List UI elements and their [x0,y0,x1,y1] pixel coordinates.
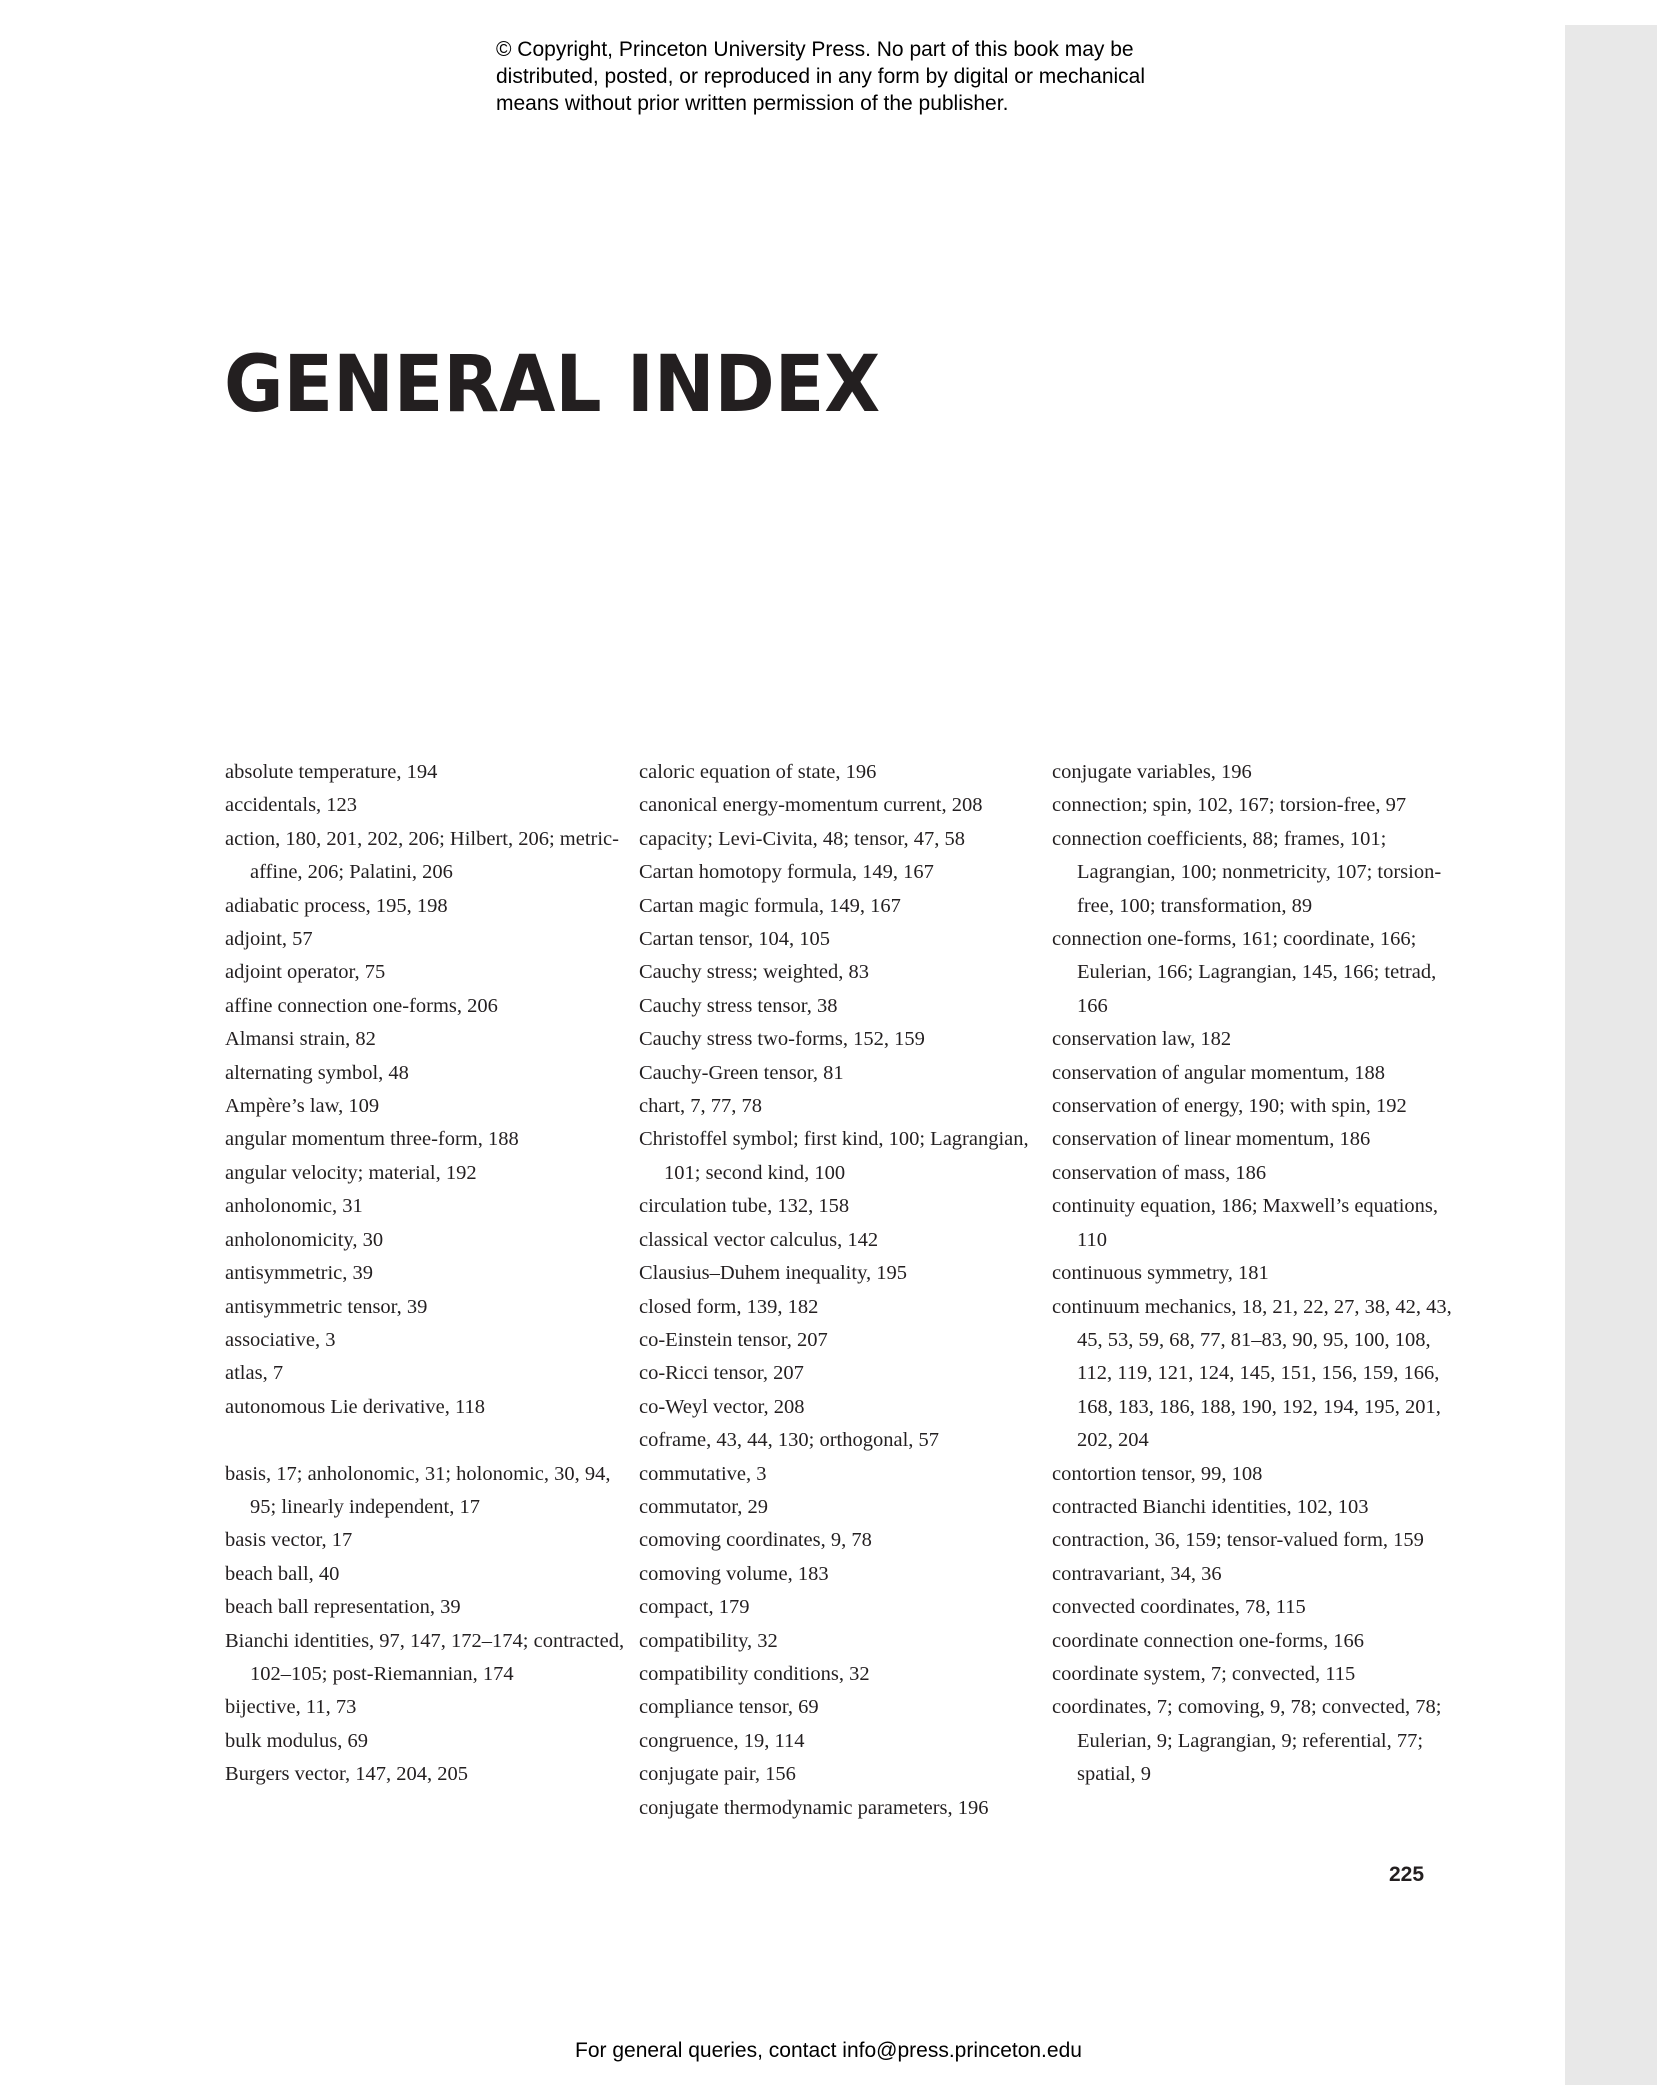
index-entry: canonical energy-momentum current, 208 [639,794,983,817]
copyright-line: means without prior written permission of the publisher. [496,92,1009,115]
index-entry: co-Ricci tensor, 207 [639,1362,804,1385]
index-entry: associative, 3 [225,1328,336,1351]
index-entry: Burgers vector, 147, 204, 205 [225,1763,469,1786]
index-entry: bijective, 11, 73 [225,1696,357,1719]
index-entry: compatibility conditions, 32 [639,1662,870,1685]
index-entry: circulation tube, 132, 158 [639,1195,850,1218]
index-entry: Cauchy-Green tensor, 81 [639,1061,844,1084]
index-entry: continuum mechanics, 18, 21, 22, 27, 38, 42, 43, 45, 53, 59, 68, 77, 81–83, 90, 95, 100, 108, 112, 119, 121, 124, 145, 151, 156, 159, 166, 168, 183, 186, 188, 190, 192, 194, 195, 201, 202, 204 [1052,1295,1452,1452]
index-entry: atlas, 7 [225,1362,284,1385]
index-entry: coframe, 43, 44, 130; orthogonal, 57 [639,1429,940,1452]
index-entry: Bianchi identities, 97, 147, 172–174; contracted, 102–105; post-Riemannian, 174 [225,1629,625,1685]
index-entry: basis vector, 17 [225,1529,353,1552]
index-entry: Clausius–Duhem inequality, 195 [639,1262,907,1285]
index-entry: alternating symbol, 48 [225,1061,409,1084]
index-entry: adiabatic process, 195, 198 [225,894,448,917]
index-entry: contracted Bianchi identities, 102, 103 [1052,1495,1369,1518]
copyright-notice [496,36,1256,117]
index-entry: capacity; Levi-Civita, 48; tensor, 47, 58 [639,827,965,850]
index-entry: compliance tensor, 69 [639,1696,819,1719]
index-entry: chart, 7, 77, 78 [639,1095,762,1118]
index-entry: coordinates, 7; comoving, 9, 78; convected, 78; Eulerian, 9; Lagrangian, 9; referential, 77; spatial, 9 [1052,1696,1442,1786]
index-entry: co-Weyl vector, 208 [639,1395,805,1418]
index-entry: continuous symmetry, 181 [1052,1262,1269,1285]
index-entry: convected coordinates, 78, 115 [1052,1596,1306,1619]
index-entry: continuity equation, 186; Maxwell’s equations, 110 [1052,1195,1439,1251]
index-entry: coordinate system, 7; convected, 115 [1052,1662,1356,1685]
index-entry: commutative, 3 [639,1462,767,1485]
index-entry: commutator, 29 [639,1495,768,1518]
index-entry: bulk modulus, 69 [225,1729,368,1752]
index-entry: beach ball representation, 39 [225,1596,461,1619]
index-entry: conjugate variables, 196 [1052,761,1252,783]
index-entry: Christoffel symbol; first kind, 100; Lagrangian, 101; second kind, 100 [639,1128,1029,1184]
index-entry: adjoint operator, 75 [225,961,386,984]
index-entry: angular momentum three-form, 188 [225,1128,519,1151]
index-entry: coordinate connection one-forms, 166 [1052,1629,1364,1652]
index-entry: anholonomicity, 30 [225,1228,384,1251]
index-entry: Cauchy stress; weighted, 83 [639,961,870,984]
index-entry: congruence, 19, 114 [639,1729,805,1752]
index-entry: contraction, 36, 159; tensor-valued form, 159 [1052,1529,1424,1552]
footer-contact: For general queries, contact info@press.princeton.edu [575,2039,1082,2062]
index-entry: conjugate thermodynamic parameters, 196 [639,1796,989,1819]
index-entry: conservation of angular momentum, 188 [1052,1061,1386,1084]
index-entry: antisymmetric tensor, 39 [225,1295,428,1318]
index-entry: connection coefficients, 88; frames, 101; Lagrangian, 100; nonmetricity, 107; torsion-free, 100; transformation, 89 [1052,827,1442,917]
index-entry: beach ball, 40 [225,1562,340,1585]
index-entry: contravariant, 34, 36 [1052,1562,1222,1585]
index-entry: connection one-forms, 161; coordinate, 166; Eulerian, 166; Lagrangian, 145, 166; tetrad, 166 [1052,928,1437,1017]
index-entry: compact, 179 [639,1596,750,1619]
index-entry: conjugate pair, 156 [639,1763,796,1786]
index-entry: autonomous Lie derivative, 118 [225,1395,485,1418]
index-entry: compatibility, 32 [639,1629,778,1652]
index-column-2 [639,756,1039,1825]
index-entry: affine connection one-forms, 206 [225,994,498,1017]
index-entry: Cauchy stress tensor, 38 [639,994,838,1017]
copyright-line: distributed, posted, or reproduced in any form by digital or mechanical [496,65,1146,88]
index-entry: conservation law, 182 [1052,1028,1232,1051]
index-entry: Cartan tensor, 104, 105 [639,928,831,951]
index-entry: accidentals, 123 [225,794,358,817]
index-entry: action, 180, 201, 202, 206; Hilbert, 206; metric-affine, 206; Palatini, 206 [225,827,619,884]
copyright-line: © Copyright, Princeton University Press. No part of this book may be [496,38,1134,61]
index-entry: co-Einstein tensor, 207 [639,1328,828,1351]
index-column-1 [225,756,625,1792]
index-entry: contortion tensor, 99, 108 [1052,1462,1263,1485]
index-entry: closed form, 139, 182 [639,1295,819,1318]
index-entry: connection; spin, 102, 167; torsion-free, 97 [1052,794,1407,817]
index-entry: Cauchy stress two-forms, 152, 159 [639,1028,925,1051]
index-entry: basis, 17; anholonomic, 31; holonomic, 30, 94, 95; linearly independent, 17 [225,1462,611,1518]
index-entry: conservation of energy, 190; with spin, 192 [1052,1095,1407,1118]
index-entry: Cartan magic formula, 149, 167 [639,894,901,917]
index-entry: classical vector calculus, 142 [639,1228,879,1251]
index-entry: conservation of linear momentum, 186 [1052,1128,1371,1151]
index-entry: Almansi strain, 82 [225,1028,376,1051]
index-entry: Cartan homotopy formula, 149, 167 [639,861,934,884]
index-entry: angular velocity; material, 192 [225,1161,477,1184]
side-margin-strip [1565,25,1657,2085]
index-entry: adjoint, 57 [225,928,313,951]
index-entry: Ampère’s law, 109 [225,1095,380,1118]
page-number: 225 [1389,1863,1425,1886]
index-entry: anholonomic, 31 [225,1195,363,1218]
index-entry: absolute temperature, 194 [225,761,438,783]
index-entry: antisymmetric, 39 [225,1262,374,1285]
page-title: GENERAL INDEX [224,340,881,430]
index-entry: caloric equation of state, 196 [639,761,877,783]
index-entry: comoving coordinates, 9, 78 [639,1529,872,1552]
index-entry: comoving volume, 183 [639,1562,829,1585]
index-column-3 [1052,756,1452,1792]
index-entry: conservation of mass, 186 [1052,1161,1267,1184]
